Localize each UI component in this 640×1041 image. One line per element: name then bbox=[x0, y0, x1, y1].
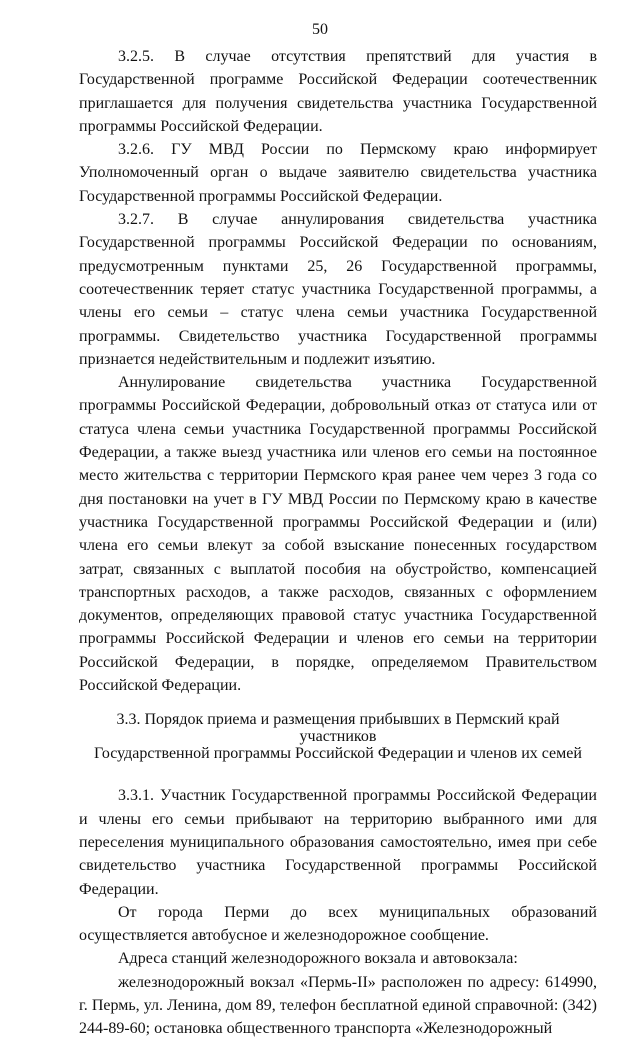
section-heading-3-3 bbox=[79, 711, 597, 762]
section-heading-line-1: 3.3. Порядок приема и размещения прибывших в Пермский край участников bbox=[116, 711, 560, 746]
section-heading-line-2: Государственной программы Российской Федерации и членов их семей bbox=[94, 745, 582, 763]
document-body bbox=[79, 45, 597, 1041]
paragraph-3-2-6: 3.2.6. ГУ МВД России по Пермскому краю информирует Уполномоченный орган о выдаче заявителю свидетельства участника Государственной программы Российской Федерации. bbox=[79, 141, 597, 205]
paragraph-transport: От города Перми до всех муниципальных образований осуществляется автобусное и железнодорожное сообщение. bbox=[79, 903, 597, 945]
paragraph-annulment: Аннулирование свидетельства участника Государственной программы Российской Федерации, добровольный отказ от статуса или от статуса члена семьи участника Государственной программы Российской Федерации, а также выезд участника или членов его семьи на постоянное место жительства с территории Пермского края ранее чем через 3 года со дня постановки на учет в ГУ МВД России по Пермскому краю в качестве участника Государственной программы Российской Федерации и (или) члена его семьи влекут за собой взыскание понесенных государством затрат, связанных с выплатой пособия на обустройство, компенсацией транспортных расходов, а также расходов, связанных с оформлением документов, определяющих правовой статус участника Государственной программы Российской Федерации и членов его семьи на территории Российской Федерации, в порядке, определяемом Правительством Российской Федерации. bbox=[79, 374, 597, 695]
paragraph-railway-station: железнодорожный вокзал «Пермь-II» расположен по адресу: 614990, г. Пермь, ул. Ленина, дом 89, телефон бесплатной единой справочной: (342) 244-89-60; остановка общественного транспорта «Железнодорожный bbox=[79, 973, 597, 1038]
paragraph-3-3-1: 3.3.1. Участник Государственной программы Российской Федерации и члены его семьи прибывают на территорию выбранного ими для переселения муниципального образования самостоятельно, имея при себе свидетельство участника Государственной программы Российской Федерации. bbox=[79, 787, 597, 898]
page-number: 50 bbox=[312, 21, 328, 38]
paragraph-3-2-5: 3.2.5. В случае отсутствия препятствий для участия в Государственной программе Российской Федерации соотечественник приглашается для получения свидетельства участника Государственной программы Российской Федерации. bbox=[79, 48, 597, 135]
paragraph-3-2-7: 3.2.7. В случае аннулирования свидетельства участника Государственной программы Российской Федерации по основаниям, предусмотренным пунктами 25, 26 Государственной программы, соотечественник теряет статус участника Государственной программы, а члены его семьи – статус члена семьи участника Государственной программы. Свидетельство участника Государственной программы признается недействительным и подлежит изъятию. bbox=[79, 211, 597, 368]
paragraph-addresses-intro: Адреса станций железнодорожного вокзала и автовокзала: bbox=[118, 950, 518, 968]
